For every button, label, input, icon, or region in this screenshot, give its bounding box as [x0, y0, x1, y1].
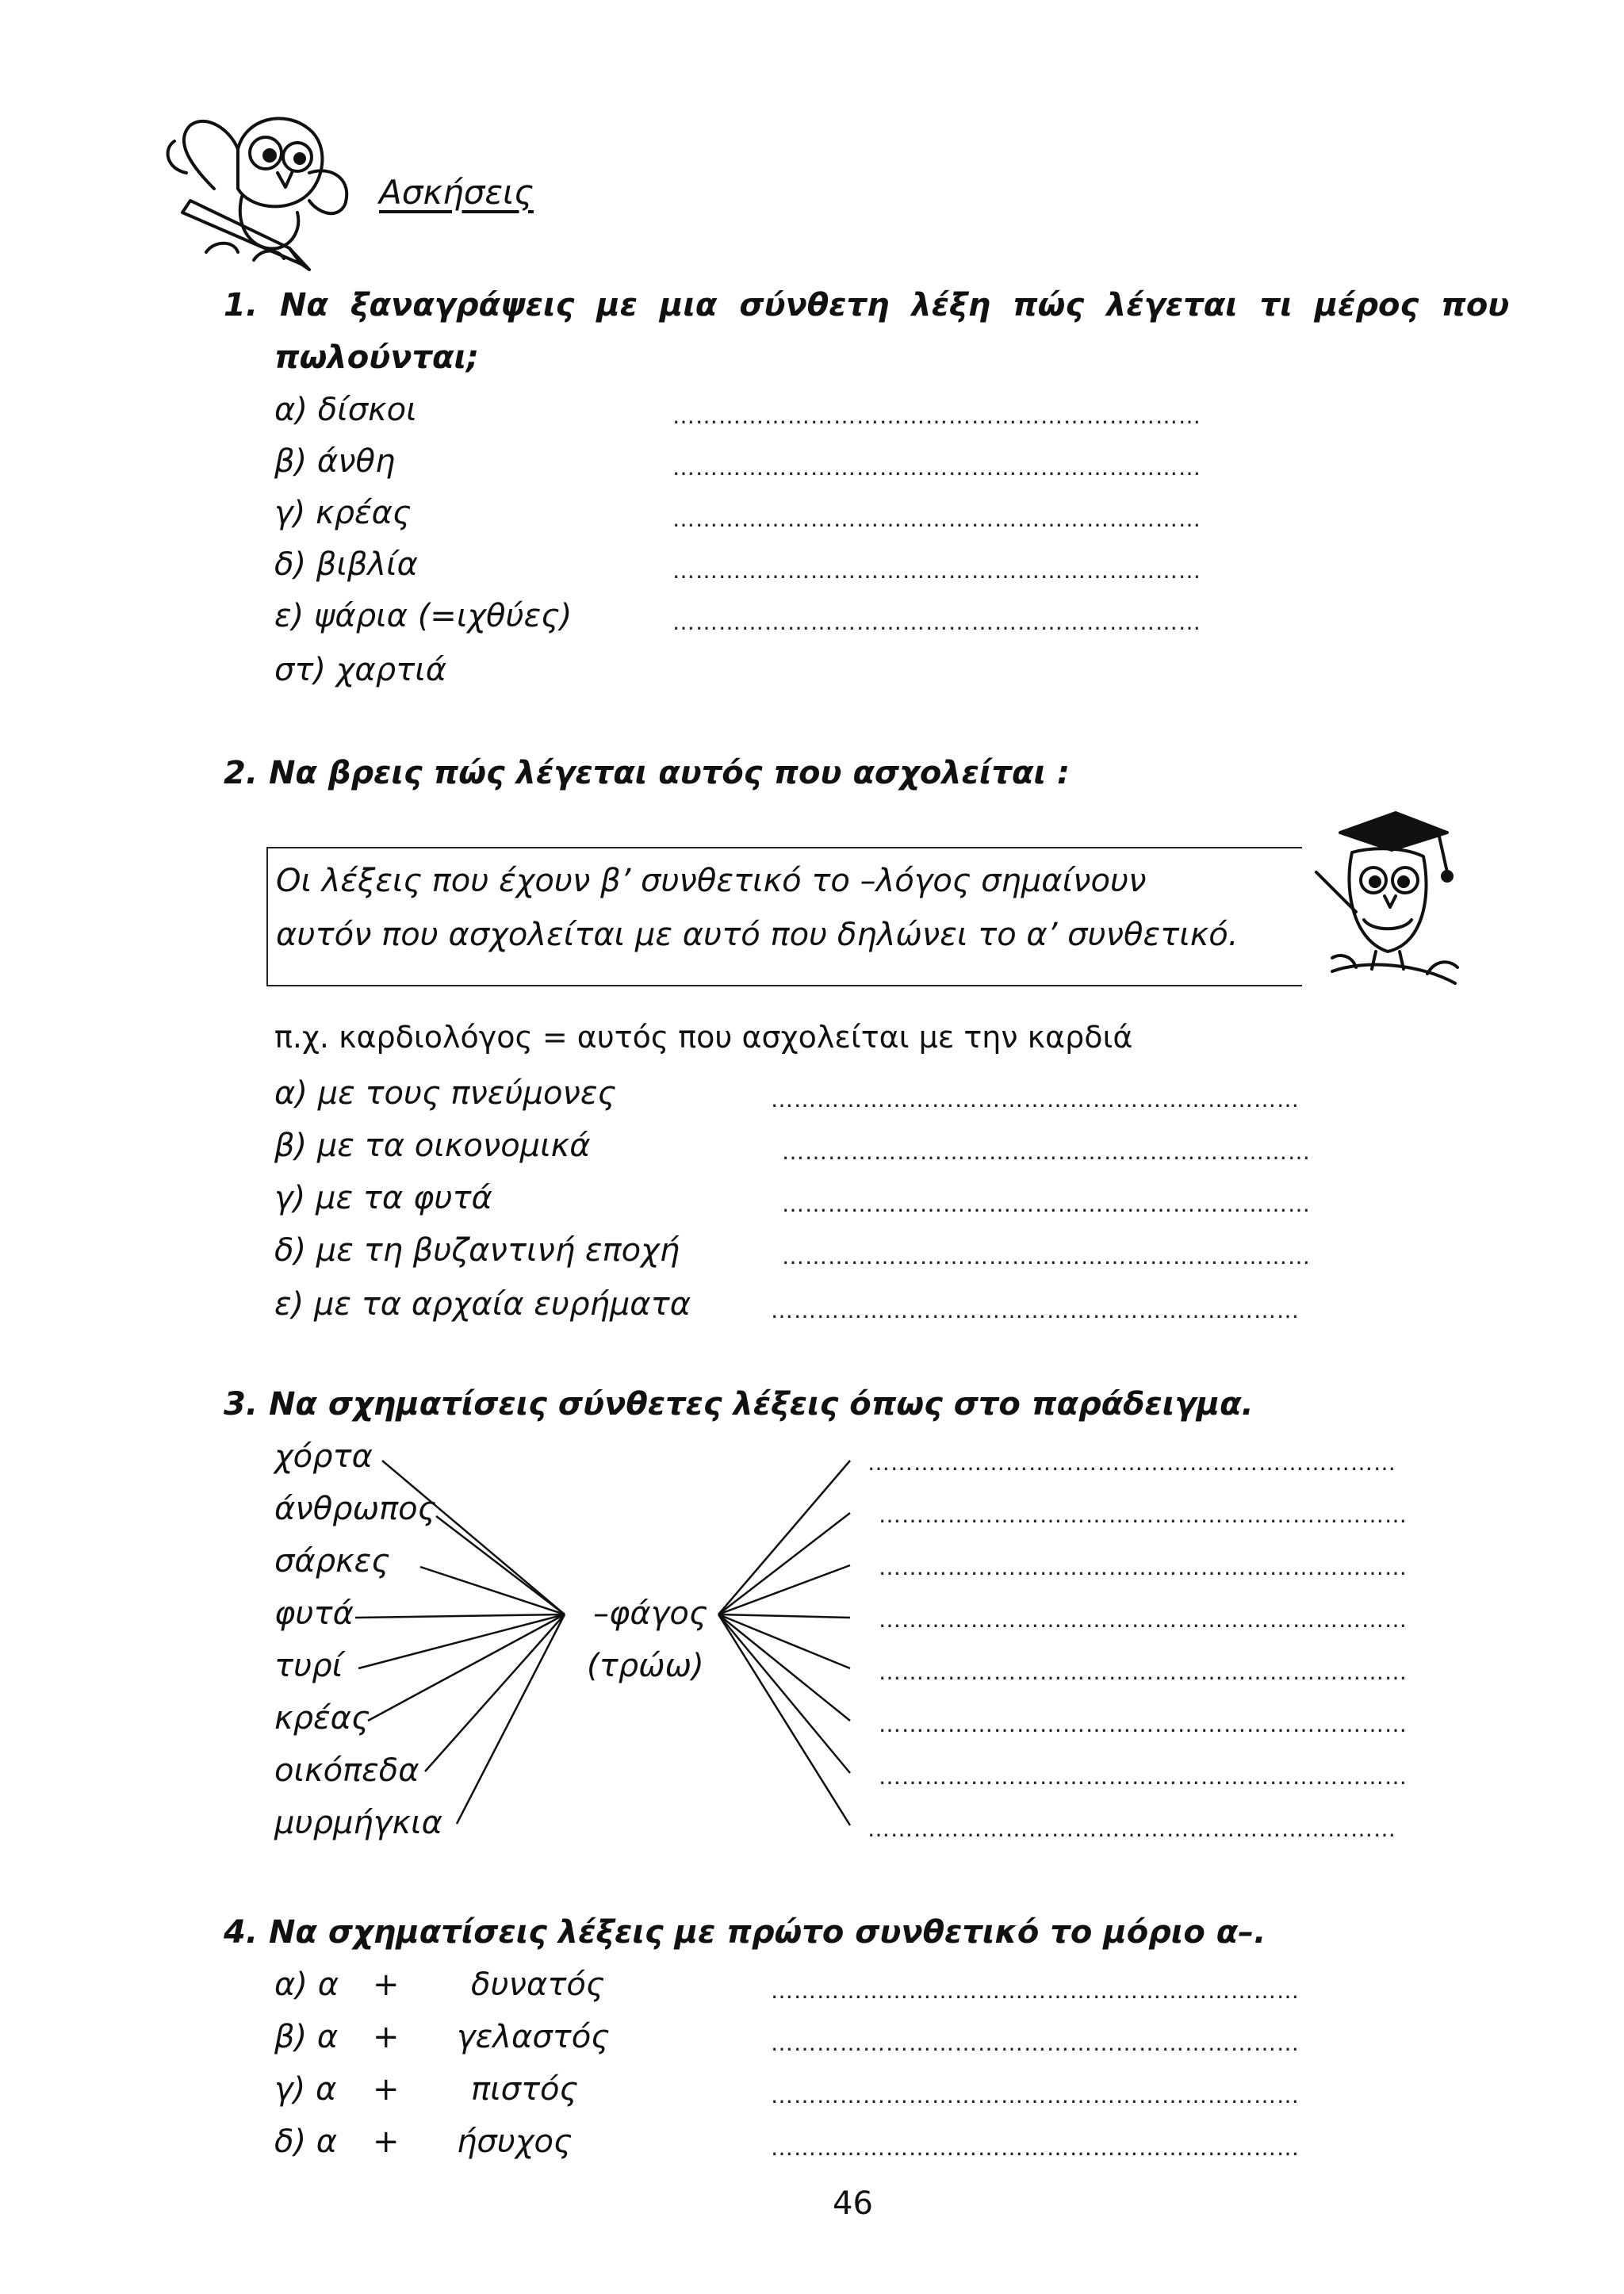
list-item: ε) με τα αρχαία ευρήματα	[274, 1286, 691, 1323]
list-item: τυρί	[274, 1648, 343, 1684]
item-label: α) α	[274, 1967, 339, 2003]
ex1-question-cont: πωλούνται;	[274, 339, 480, 376]
answer-line[interactable]: ……………………………………………………………	[868, 1450, 1396, 1476]
list-item: ε) ψάρια (=ιχθύες)	[274, 598, 573, 634]
suffix-center: –φάγος	[593, 1595, 708, 1632]
answer-line[interactable]: ……………………………………………………………	[879, 1554, 1408, 1580]
answer-line[interactable]: ……………………………………………………………	[879, 1659, 1408, 1685]
answer-line[interactable]: ……………………………………………………………	[672, 557, 1201, 584]
answer-line[interactable]: ……………………………………………………………	[879, 1607, 1408, 1633]
list-item: γ) με τα φυτά	[274, 1180, 492, 1216]
answer-line[interactable]: ……………………………………………………………	[879, 1711, 1408, 1737]
answer-line[interactable]: ……………………………………………………………	[879, 1764, 1408, 1790]
item-word: δυνατός	[471, 1967, 605, 2003]
answer-line[interactable]: ……………………………………………………………	[771, 2135, 1300, 2161]
list-item: μυρμήγκια	[274, 1805, 442, 1841]
list-item: β) με τα οικονομικά	[274, 1128, 591, 1164]
ex4-question: 4. Να σχηματίσεις λέξεις με πρώτο συνθετικό το μόριο α–.	[224, 1914, 1266, 1951]
list-item: άνθρωπος	[274, 1491, 437, 1527]
answer-line[interactable]: ……………………………………………………………	[879, 1502, 1408, 1528]
list-item: α) δίσκοι	[274, 392, 417, 428]
answer-line[interactable]: ……………………………………………………………	[672, 506, 1201, 532]
answer-line[interactable]: ……………………………………………………………	[782, 1243, 1311, 1270]
answer-line[interactable]: ……………………………………………………………	[782, 1191, 1311, 1217]
item-word: πιστός	[471, 2071, 578, 2108]
list-item: κρέας	[274, 1700, 370, 1737]
answer-line[interactable]: ……………………………………………………………	[771, 1086, 1300, 1113]
list-item: χόρτα	[274, 1438, 373, 1475]
answer-line[interactable]: ……………………………………………………………	[771, 1297, 1300, 1323]
rule-text-line2: αυτόν που ασχολείται με αυτό που δηλώνει το α’ συνθετικό.	[276, 917, 1239, 953]
item-word: ήσυχος	[457, 2124, 573, 2160]
list-item: δ) βιβλία	[274, 546, 418, 583]
ex1-question: 1. Να ξαναγράψεις με μια σύνθετη λέξη πώς λέγεται τι μέρος που	[224, 287, 1510, 324]
item-label: δ) α	[274, 2124, 338, 2160]
list-item: δ) με τη βυζαντινή εποχή	[274, 1232, 680, 1269]
item-plus: +	[373, 2071, 400, 2108]
ex2-question: 2. Να βρεις πώς λέγεται αυτός που ασχολείται :	[224, 755, 1071, 791]
item-plus: +	[373, 2124, 400, 2160]
list-item: φυτά	[274, 1595, 354, 1632]
page-number: 46	[833, 2185, 873, 2222]
list-item: οικόπεδα	[274, 1752, 419, 1789]
example-line: π.χ. καρδιολόγος = αυτός που ασχολείται με την καρδιά	[274, 1020, 1133, 1055]
answer-line[interactable]: ……………………………………………………………	[672, 609, 1201, 635]
item-plus: +	[373, 1967, 400, 2003]
list-item: σάρκες	[274, 1543, 390, 1580]
answer-line[interactable]: ……………………………………………………………	[672, 454, 1201, 481]
list-item: στ) χαρτιά	[274, 652, 447, 688]
rule-text-line1: Οι λέξεις που έχουν β’ συνθετικό το –λόγος σημαίνουν	[276, 863, 1147, 899]
answer-line[interactable]: ……………………………………………………………	[771, 2030, 1300, 2056]
answer-line[interactable]: ……………………………………………………………	[672, 403, 1201, 429]
list-item: β) άνθη	[274, 443, 396, 480]
item-label: γ) α	[274, 2071, 337, 2108]
list-item: γ) κρέας	[274, 495, 412, 531]
item-label: β) α	[274, 2019, 339, 2055]
item-word: γελαστός	[457, 2019, 610, 2055]
page-title: Ασκήσεις	[379, 173, 534, 212]
ex3-question: 3. Να σχηματίσεις σύνθετες λέξεις όπως στο παράδειγμα.	[224, 1386, 1254, 1423]
list-item: α) με τους πνεύμονες	[274, 1075, 616, 1112]
item-plus: +	[373, 2019, 400, 2055]
answer-line[interactable]: ……………………………………………………………	[782, 1139, 1311, 1165]
suffix-meaning: (τρώω)	[587, 1648, 704, 1684]
answer-line[interactable]: ……………………………………………………………	[771, 2082, 1300, 2108]
answer-line[interactable]: ……………………………………………………………	[868, 1816, 1396, 1842]
answer-line[interactable]: ……………………………………………………………	[771, 1978, 1300, 2004]
